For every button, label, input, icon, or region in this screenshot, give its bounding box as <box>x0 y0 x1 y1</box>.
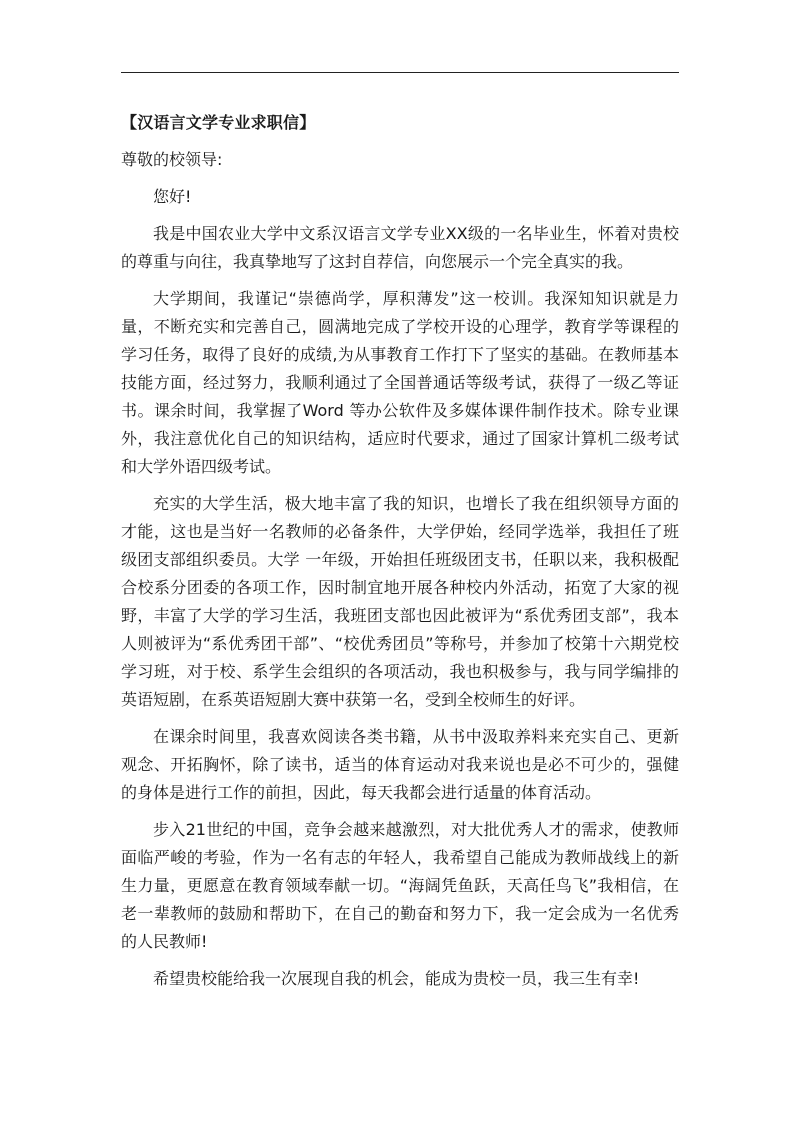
greeting: 您好! <box>153 187 192 206</box>
salutation: 尊敬的校领导: <box>121 150 223 169</box>
header-divider <box>121 72 679 73</box>
paragraph-aspiration: 步入21世纪的中国，竞争会越来越激烈，对大批优秀人才的需求，使教师面临严峻的考验，作为一名有志的年轻人，我希望自己能成为教师战线上的新生力量，更愿意在教育领域奉献一切。“海阔凭鱼跃，天高任鸟飞”我相信，在老一辈教师的鼓励和帮助下，在自己的勤奋和努力下，我一定会成为一名优秀的人民教师! <box>121 820 679 951</box>
paragraph-leadership: 充实的大学生活，极大地丰富了我的知识，也增长了我在组织领导方面的才能，这也是当好一名教师的必备条件，大学伊始，经同学选举，我担任了班级团支部组织委员。大学 一年级，开始担任班级团支书，任职以来，我积极配合校系分团委的各项工作，因时制宜地开展各种校内外活动，拓宽了大家的视野，丰富了大学的学习生活，我班团支部也因此被评为“系优秀团支部”，我本人则被评为“系优秀团干部”、“校优秀团员”等称号，并参加了校第十六期党校学习班，对于校、系学生会组织的各项活动，我也积极参与，我与同学编排的英语短剧，在系英语短剧大赛中获第一名，受到全校师生的好评。 <box>121 494 679 709</box>
paragraph-intro: 我是中国农业大学中文系汉语言文学专业XX级的一名毕业生，怀着对贵校的尊重与向往，我真挚地写了这封自荐信，向您展示一个完全真实的我。 <box>121 224 679 271</box>
letter-title: 【汉语言文学专业求职信】 <box>121 113 316 132</box>
letter-body <box>121 109 679 1002</box>
paragraph-closing: 希望贵校能给我一次展现自我的机会，能成为贵校一员，我三生有幸! <box>153 969 640 988</box>
paragraph-study: 大学期间，我谨记“崇德尚学，厚积薄发”这一校训。我深知知识就是力量，不断充实和完善自己，圆满地完成了学校开设的心理学，教育学等课程的学习任务，取得了良好的成绩,为从事教育工作打下了坚实的基础。在教师基本技能方面，经过努力，我顺利通过了全国普通话等级考试，获得了一级乙等证书。课余时间，我掌握了Word 等办公软件及多媒体课件制作技术。除专业课外，我注意优化自己的知识结构，适应时代要求，通过了国家计算机二级考试和大学外语四级考试。 <box>121 289 679 476</box>
paragraph-hobbies: 在课余时间里，我喜欢阅读各类书籍，从书中汲取养料来充实自己、更新观念、开拓胸怀，除了读书，适当的体育运动对我来说也是必不可少的，强健的身体是进行工作的前担，因此，每天我都会进行适量的体育活动。 <box>121 727 679 802</box>
